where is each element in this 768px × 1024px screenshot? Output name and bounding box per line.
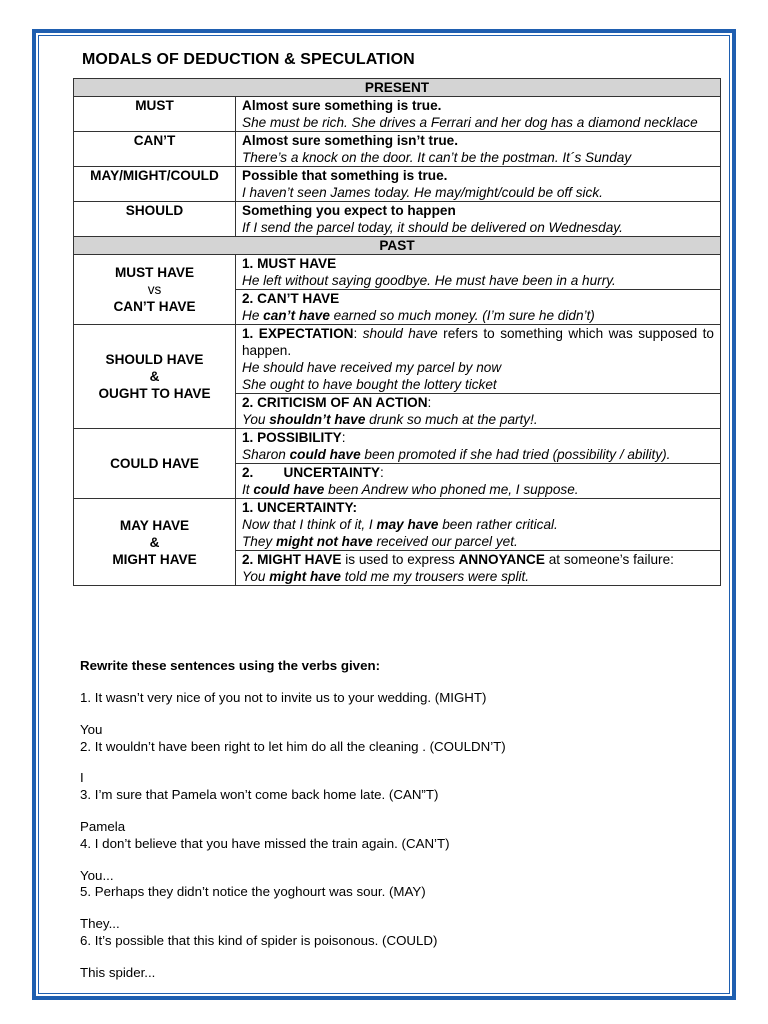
term-line: MUST HAVE bbox=[114, 265, 195, 280]
meaning-text: refers to something which was supposed to happen. bbox=[242, 326, 714, 358]
meaning-text: is used to express bbox=[341, 552, 459, 567]
table-row bbox=[74, 97, 721, 132]
modal-term bbox=[74, 429, 236, 499]
modal-term: MUST bbox=[74, 97, 236, 132]
meaning-text: at someone’s failure: bbox=[544, 552, 674, 567]
present-header: PRESENT bbox=[74, 79, 721, 97]
meaning-keyword: ANNOYANCE bbox=[458, 552, 545, 567]
term-line: & bbox=[149, 369, 160, 384]
term-line: SHOULD HAVE bbox=[105, 352, 204, 367]
term-line: CAN’T HAVE bbox=[113, 299, 196, 314]
example-modal: shouldn’t have bbox=[269, 412, 366, 427]
meaning: 1. MUST HAVE bbox=[242, 256, 337, 271]
modals-table bbox=[73, 78, 721, 586]
exercise-question: 4. I don’t believe that you have missed the train again. (CAN’T) bbox=[80, 836, 450, 851]
meaning-modal: should have bbox=[362, 326, 438, 341]
colon: : bbox=[341, 430, 346, 445]
past-header: PAST bbox=[74, 237, 721, 255]
example-modal: could have bbox=[253, 482, 325, 497]
example-modal: could have bbox=[289, 447, 361, 462]
table-row bbox=[74, 167, 721, 202]
term-line: MAY HAVE bbox=[119, 517, 190, 533]
term-line: COULD HAVE bbox=[110, 456, 199, 471]
exercise-question: 3. I’m sure that Pamela won’t come back home late. (CAN”T) bbox=[80, 787, 439, 802]
example: There’s a knock on the door. It can’t be the postman. It´s Sunday bbox=[242, 150, 632, 165]
exercise-question: 1. It wasn’t very nice of you not to invite us to your wedding. (MIGHT) bbox=[80, 690, 487, 705]
colon: : bbox=[379, 465, 384, 480]
modal-description bbox=[236, 97, 721, 132]
section-header-row bbox=[74, 237, 721, 255]
example-modal: can’t have bbox=[263, 308, 330, 323]
answer-start: Pamela bbox=[80, 819, 126, 834]
example-text: You bbox=[242, 569, 270, 584]
meaning-heading: 1. POSSIBILITY bbox=[242, 430, 342, 445]
term-line: OUGHT TO HAVE bbox=[98, 386, 211, 401]
table-row bbox=[74, 132, 721, 167]
modal-term bbox=[74, 255, 236, 325]
exercise-section bbox=[80, 656, 700, 980]
example bbox=[242, 411, 714, 428]
example-modal: might not have bbox=[276, 534, 373, 549]
meaning: Something you expect to happen bbox=[242, 203, 456, 218]
example-text: been promoted if she had tried (possibility / ability). bbox=[360, 447, 671, 462]
example-text: It bbox=[242, 482, 254, 497]
example bbox=[242, 533, 714, 550]
modal-description bbox=[236, 290, 721, 325]
example-modal: may have bbox=[376, 517, 439, 532]
example-text: told me my trousers were split. bbox=[340, 569, 530, 584]
example-text: Sharon bbox=[242, 447, 290, 462]
example-modal: might have bbox=[269, 569, 341, 584]
example: He should have received my parcel by now bbox=[242, 360, 502, 375]
modal-term bbox=[74, 325, 236, 429]
exercise-question: 2. It wouldn’t have been right to let him do all the cleaning . (COULDN’T) bbox=[80, 739, 506, 754]
meaning bbox=[242, 464, 714, 481]
term-line: & bbox=[149, 534, 160, 550]
meaning bbox=[242, 551, 714, 568]
example-text: Now that I think of it, I bbox=[242, 517, 377, 532]
meaning bbox=[242, 394, 714, 411]
term-line: vs bbox=[147, 282, 162, 297]
modal-description bbox=[236, 255, 721, 290]
example: He left without saying goodbye. He must have been in a hurry. bbox=[242, 273, 616, 288]
modal-description bbox=[236, 167, 721, 202]
meaning: 1. UNCERTAINTY: bbox=[242, 500, 358, 515]
answer-start: They... bbox=[80, 916, 120, 931]
page-title: MODALS OF DEDUCTION & SPECULATION bbox=[82, 51, 415, 68]
modal-description bbox=[236, 429, 721, 464]
example: If I send the parcel today, it should be delivered on Wednesday. bbox=[242, 220, 623, 235]
example-text: He bbox=[242, 308, 264, 323]
example bbox=[242, 481, 714, 498]
exercise-title: Rewrite these sentences using the verbs given: bbox=[80, 658, 381, 673]
example-text: been Andrew who phoned me, I suppose. bbox=[324, 482, 579, 497]
table-row bbox=[74, 202, 721, 237]
example bbox=[242, 516, 714, 533]
modal-term: SHOULD bbox=[74, 202, 236, 237]
example-text: received our parcel yet. bbox=[372, 534, 518, 549]
example-text: They bbox=[242, 534, 276, 549]
meaning: Possible that something is true. bbox=[242, 168, 448, 183]
modal-term bbox=[74, 499, 236, 586]
modal-description bbox=[236, 132, 721, 167]
answer-start: You... bbox=[80, 868, 114, 883]
meaning: Almost sure something is true. bbox=[242, 98, 442, 113]
example-text: earned so much money. (I’m sure he didn’t) bbox=[329, 308, 595, 323]
answer-start: You bbox=[80, 722, 103, 737]
meaning: Almost sure something isn’t true. bbox=[242, 133, 459, 148]
exercise-question: 6. It’s possible that this kind of spider is poisonous. (COULD) bbox=[80, 933, 438, 948]
colon: : bbox=[353, 326, 363, 341]
modal-description bbox=[236, 464, 721, 499]
table-row bbox=[74, 499, 721, 551]
example-text: been rather critical. bbox=[438, 517, 558, 532]
example: I haven’t seen James today. He may/might/could be off sick. bbox=[242, 185, 603, 200]
example: She ought to have bought the lottery ticket bbox=[242, 377, 497, 392]
meaning-heading: 2. CRITICISM OF AN ACTION bbox=[242, 395, 428, 410]
table-row bbox=[74, 429, 721, 464]
example-text: drunk so much at the party!. bbox=[365, 412, 538, 427]
modal-description bbox=[236, 394, 721, 429]
meaning-heading: 2. MIGHT HAVE bbox=[242, 552, 342, 567]
example bbox=[242, 568, 714, 585]
meaning-heading: 1. EXPECTATION bbox=[242, 326, 354, 341]
modal-description bbox=[236, 202, 721, 237]
answer-start: This spider... bbox=[80, 965, 156, 980]
meaning bbox=[242, 325, 714, 359]
section-header-row bbox=[74, 79, 721, 97]
modal-term: MAY/MIGHT/COULD bbox=[74, 167, 236, 202]
meaning: 2. CAN’T HAVE bbox=[242, 291, 340, 306]
example bbox=[242, 446, 714, 463]
meaning-heading: 2. UNCERTAINTY bbox=[242, 465, 380, 480]
table-row bbox=[74, 255, 721, 290]
colon: : bbox=[427, 395, 432, 410]
term-line: MIGHT HAVE bbox=[112, 551, 197, 567]
example-text: You bbox=[242, 412, 270, 427]
example bbox=[242, 307, 714, 324]
answer-start: I bbox=[80, 770, 84, 785]
modal-description bbox=[236, 325, 721, 394]
exercise-question: 5. Perhaps they didn’t notice the yoghourt was sour. (MAY) bbox=[80, 884, 426, 899]
modal-term: CAN’T bbox=[74, 132, 236, 167]
modal-description bbox=[236, 551, 721, 586]
meaning bbox=[242, 429, 714, 446]
example: She must be rich. She drives a Ferrari and her dog has a diamond necklace bbox=[242, 115, 698, 130]
modal-description bbox=[236, 499, 721, 551]
table-row bbox=[74, 325, 721, 394]
